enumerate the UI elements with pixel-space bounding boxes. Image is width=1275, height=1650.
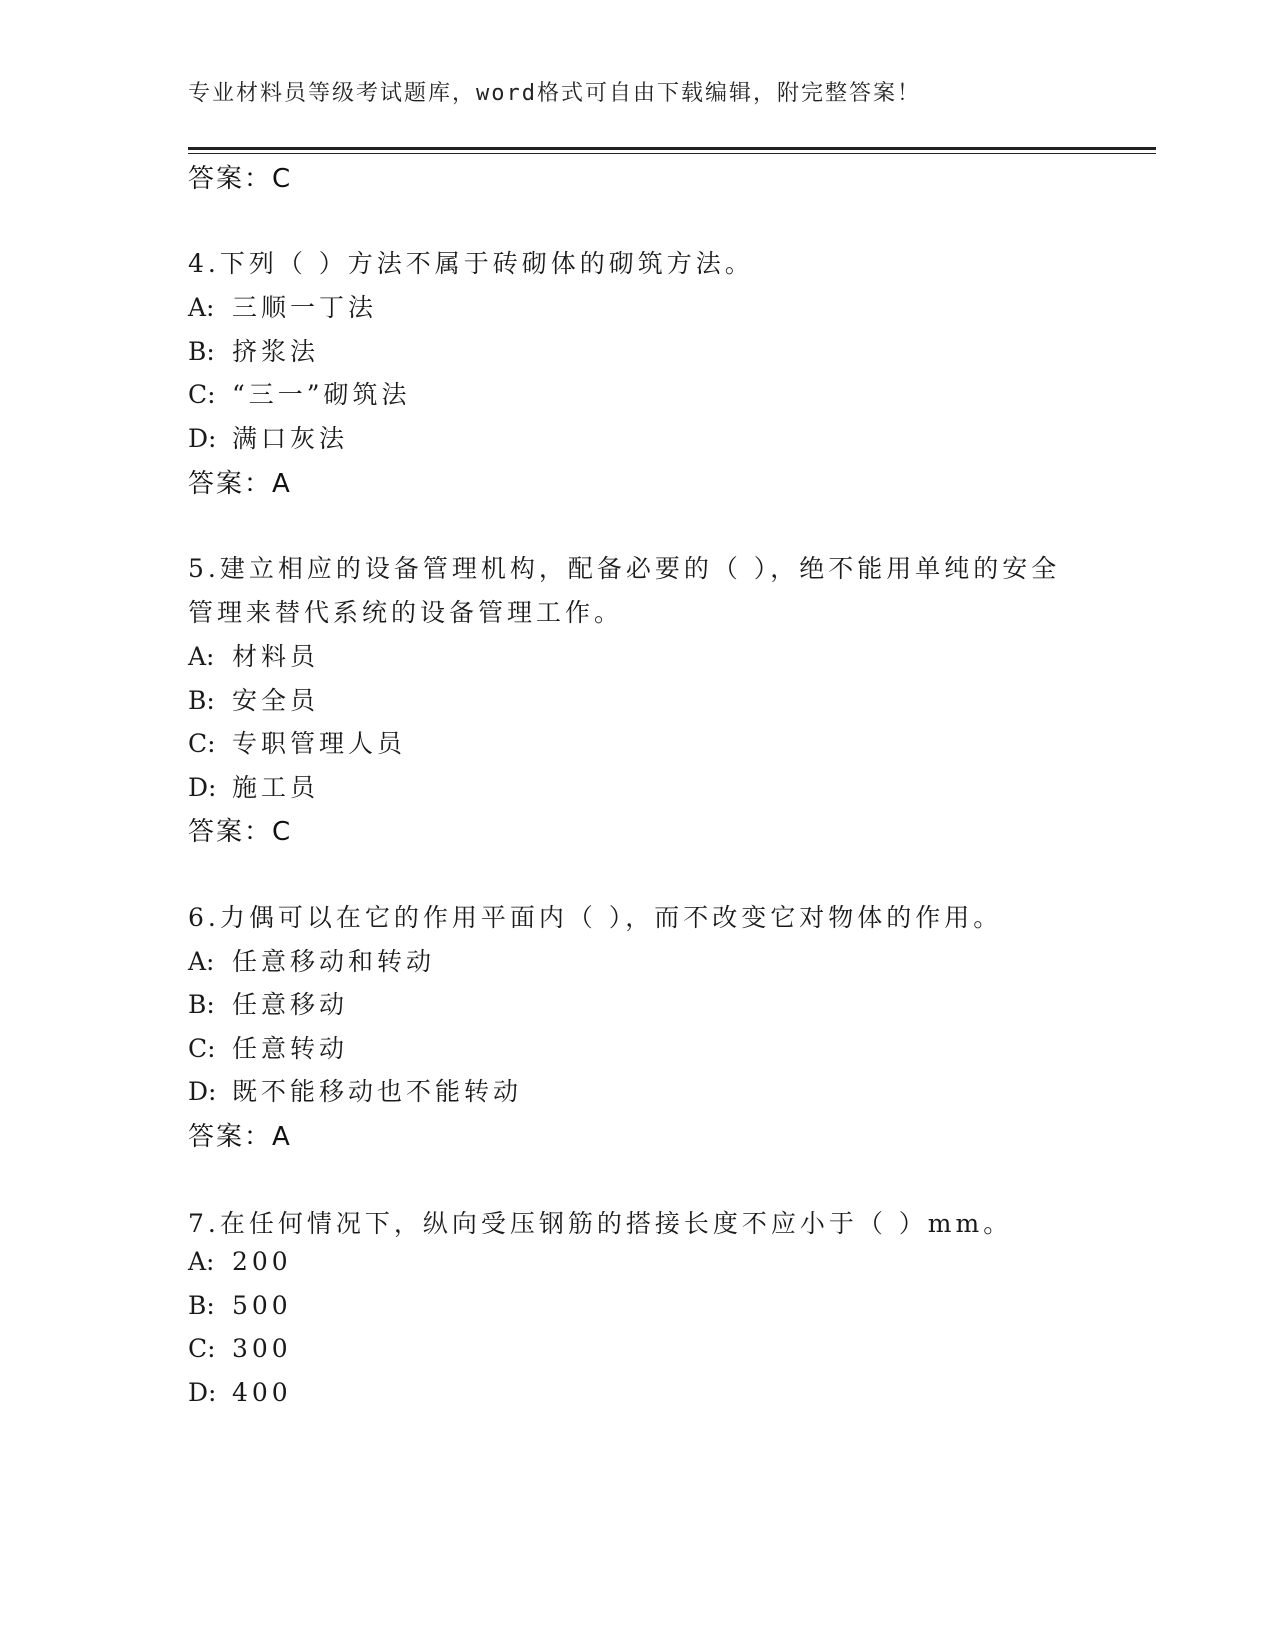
question-5-option-a: A: 材料员 <box>188 642 320 671</box>
question-6-answer: 答案：A <box>188 1122 292 1152</box>
question-4-answer: 答案：A <box>188 469 292 499</box>
question-5-stem-line-2: 管理来替代系统的设备管理工作。 <box>188 598 624 627</box>
question-4-option-b: B: 挤浆法 <box>188 337 320 366</box>
question-5-option-b: B: 安全员 <box>188 686 320 715</box>
question-7-option-a: A: 200 <box>188 1247 292 1276</box>
question-5-option-c: C: 专职管理人员 <box>188 729 407 758</box>
header-rule-thick <box>188 147 1156 150</box>
document-header: 专业材料员等级考试题库，word格式可自由下载编辑，附完整答案！ <box>188 81 921 106</box>
question-4-option-d: D: 满口灰法 <box>188 424 349 453</box>
question-4-option-c: C: “三一”砌筑法 <box>188 380 411 409</box>
question-5-stem-line-1: 5.建立相应的设备管理机构，配备必要的（ ），绝不能用单纯的安全 <box>188 554 1061 583</box>
question-6-option-c: C: 任意转动 <box>188 1034 349 1063</box>
question-7-stem: 7.在任何情况下，纵向受压钢筋的搭接长度不应小于（ ）mm。 <box>188 1209 1013 1238</box>
previous-answer: 答案：C <box>188 164 293 194</box>
header-rule-thin <box>188 153 1156 154</box>
question-6-option-b: B: 任意移动 <box>188 990 349 1019</box>
question-6-option-a: A: 任意移动和转动 <box>188 947 436 976</box>
question-4-stem: 4.下列（ ）方法不属于砖砌体的砌筑方法。 <box>188 249 754 278</box>
question-6-option-d: D: 既不能移动也不能转动 <box>188 1077 523 1106</box>
question-4-option-a: A: 三顺一丁法 <box>188 293 378 322</box>
question-5-option-d: D: 施工员 <box>188 773 320 802</box>
question-7-option-d: D: 400 <box>188 1378 292 1407</box>
question-6-stem: 6.力偶可以在它的作用平面内（ ），而不改变它对物体的作用。 <box>188 903 1003 932</box>
question-7-option-b: B: 500 <box>188 1291 292 1320</box>
question-7-option-c: C: 300 <box>188 1334 292 1363</box>
question-5-answer: 答案：C <box>188 817 293 847</box>
